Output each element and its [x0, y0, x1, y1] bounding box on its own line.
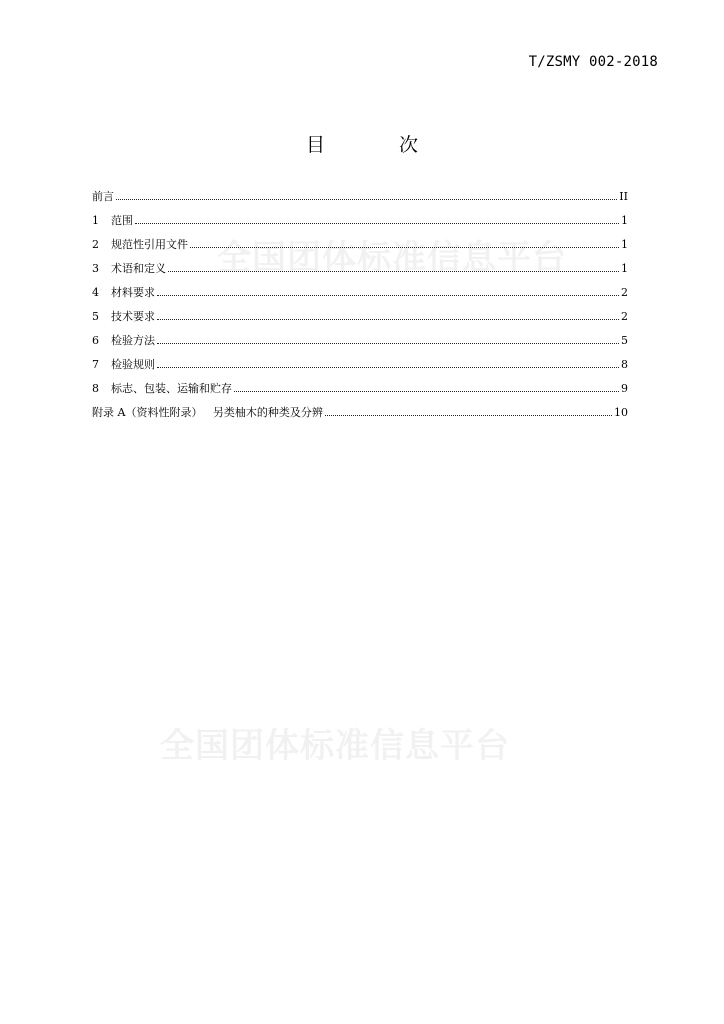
toc-entry-inspection-rules[interactable] [92, 356, 628, 380]
toc-entry-number: 5 [92, 310, 99, 323]
toc-entry-label: 材料要求 [111, 286, 155, 299]
watermark-text: 全国团体标准信息平台 [217, 238, 567, 278]
toc-entry-test-methods[interactable] [92, 332, 628, 356]
toc-entry-number: 6 [92, 334, 99, 347]
toc-entry-page: 5 [621, 334, 628, 347]
toc-entry-number: 3 [92, 262, 99, 275]
table-of-contents [92, 188, 628, 428]
toc-entry-label: 技术要求 [111, 310, 155, 323]
toc-entry-label: 前言 [92, 190, 114, 203]
toc-entry-page: 2 [621, 310, 628, 323]
toc-entry-page: 1 [621, 262, 628, 275]
toc-entry-page: 1 [621, 238, 628, 251]
toc-entry-label: 附录 A（资料性附录） 另类柚木的种类及分辨 [92, 406, 323, 419]
toc-entry-number: 4 [92, 286, 99, 299]
toc-entry-appendix-a[interactable] [92, 404, 628, 428]
toc-entry-label: 标志、包装、运输和贮存 [111, 382, 232, 395]
toc-entry-page: 8 [621, 358, 628, 371]
toc-entry-page: II [619, 190, 628, 203]
toc-leader-dots [135, 223, 619, 224]
document-code: T/ZSMY 002-2018 [528, 54, 658, 70]
toc-entry-label: 范围 [111, 214, 133, 227]
toc-title: 目 次 [305, 134, 453, 156]
toc-leader-dots [116, 199, 617, 200]
toc-entry-number: 2 [92, 238, 99, 251]
toc-entry-terms-definitions[interactable] [92, 260, 628, 284]
toc-entry-page: 2 [621, 286, 628, 299]
toc-leader-dots [168, 271, 619, 272]
toc-entry-preface[interactable] [92, 188, 628, 212]
toc-entry-page: 1 [621, 214, 628, 227]
toc-entry-number: 7 [92, 358, 99, 371]
toc-leader-dots [190, 247, 619, 248]
toc-entry-scope[interactable] [92, 212, 628, 236]
toc-leader-dots [157, 367, 619, 368]
toc-leader-dots [157, 295, 619, 296]
toc-leader-dots [234, 391, 619, 392]
toc-entry-label: 规范性引用文件 [111, 238, 188, 251]
toc-entry-number: 1 [92, 214, 99, 227]
watermark-text: 全国团体标准信息平台 [160, 726, 510, 766]
toc-entry-label: 检验方法 [111, 334, 155, 347]
toc-entry-technical-requirements[interactable] [92, 308, 628, 332]
toc-entry-normative-references[interactable] [92, 236, 628, 260]
toc-entry-number: 8 [92, 382, 99, 395]
toc-entry-material-requirements[interactable] [92, 284, 628, 308]
toc-entry-page: 10 [614, 406, 628, 419]
toc-entry-marking-packaging[interactable] [92, 380, 628, 404]
toc-leader-dots [157, 319, 619, 320]
toc-leader-dots [325, 415, 612, 416]
toc-entry-page: 9 [621, 382, 628, 395]
toc-entry-label: 检验规则 [111, 358, 155, 371]
toc-entry-label: 术语和定义 [111, 262, 166, 275]
toc-leader-dots [157, 343, 619, 344]
